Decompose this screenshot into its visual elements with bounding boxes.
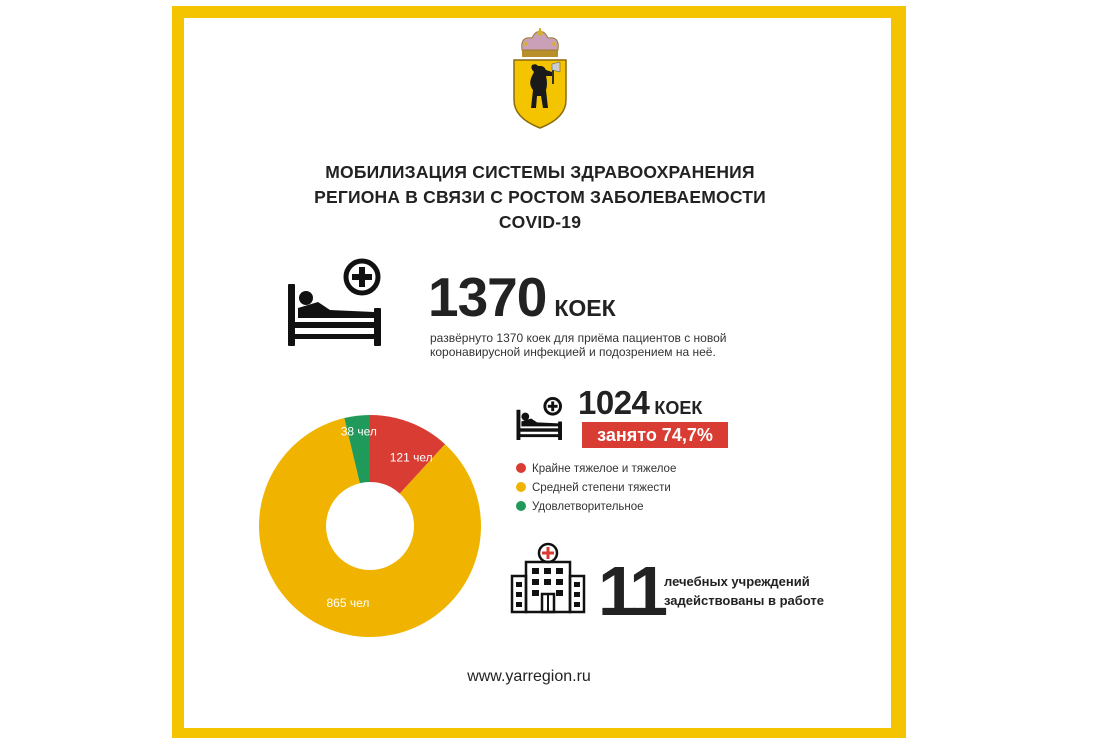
coat-of-arms-emblem — [508, 28, 572, 132]
donut-label-moderate: 865 чел — [326, 595, 370, 610]
legend-item-severe — [516, 463, 676, 475]
hospital-building-icon — [510, 542, 586, 614]
donut-label-severe: 121 чел — [389, 450, 433, 465]
hospital-bed-icon — [284, 256, 384, 350]
beds-desc-line-2: коронавирусной инфекцией и подозрением на неё. — [430, 345, 716, 359]
legend-dot-satisfactory — [516, 501, 526, 511]
total-beds-description — [430, 331, 790, 359]
legend-label-moderate: Средней степени тяжести — [532, 482, 671, 494]
title-line-1: МОБИЛИЗАЦИЯ СИСТЕМЫ ЗДРАВООХРАНЕНИЯ — [325, 162, 755, 182]
website-link[interactable]: www.yarregion.ru — [467, 668, 591, 685]
occupied-beds-unit: КОЕК — [654, 398, 703, 418]
legend-label-satisfactory: Удовлетворительное — [532, 501, 644, 513]
title-line-3: COVID-19 — [498, 212, 582, 232]
legend-item-satisfactory — [516, 501, 644, 513]
donut-label-satisfactory: 38 чел — [340, 424, 377, 439]
institutions-description — [664, 572, 824, 610]
legend-label-severe: Крайне тяжелое и тяжелое — [532, 463, 677, 475]
legend-item-moderate — [516, 482, 671, 494]
total-beds-unit: КОЕК — [554, 295, 616, 321]
occupied-beds-heading — [578, 386, 702, 420]
severity-donut-chart — [258, 414, 482, 638]
legend-dot-severe — [516, 463, 526, 473]
occupied-beds-number: 1024 — [578, 384, 650, 421]
institutions-number: 11 — [598, 552, 664, 630]
institutions-line-2: задействованы в работе — [664, 593, 824, 608]
occupancy-badge: занято 74,7% — [582, 422, 728, 448]
legend-dot-moderate — [516, 482, 526, 492]
institutions-line-1: лечебных учреждений — [664, 574, 810, 589]
small-hospital-bed-icon — [514, 396, 564, 442]
title-line-2: РЕГИОНА В СВЯЗИ С РОСТОМ ЗАБОЛЕВАЕМОСТИ — [314, 187, 766, 207]
total-beds-heading — [428, 266, 616, 328]
page-title — [220, 160, 860, 235]
beds-desc-line-1: развёрнуто 1370 коек для приёма пациентов с новой — [430, 331, 727, 345]
total-beds-number: 1370 — [428, 266, 547, 328]
